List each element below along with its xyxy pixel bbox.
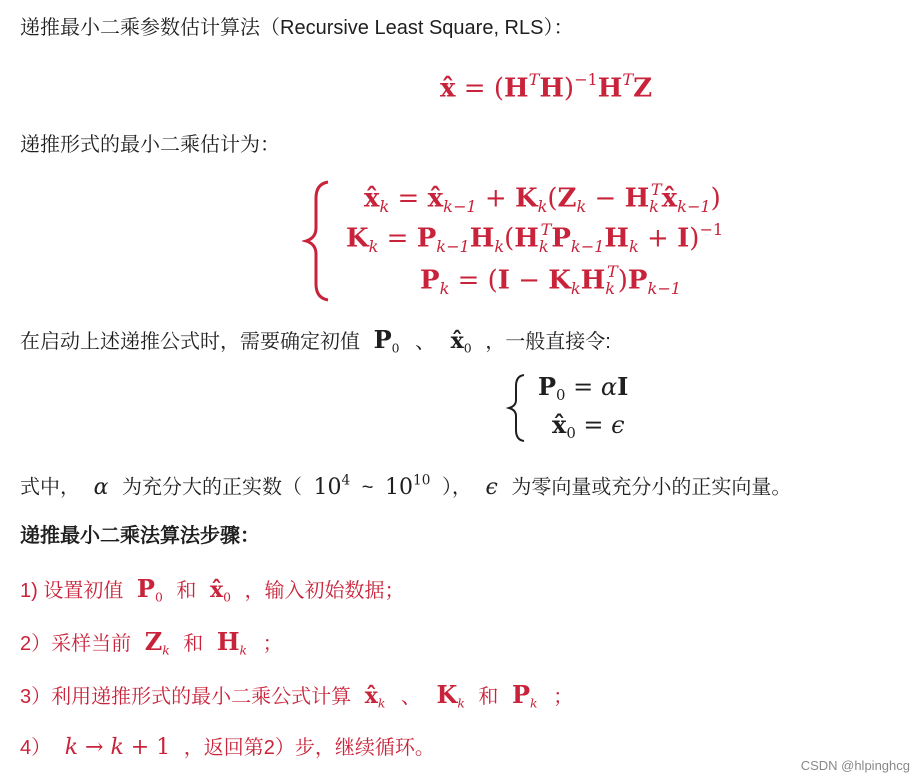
equation-covariance: $P_k = (I - K_kH_k^T)P_{k-1}$ [420,262,681,298]
step3-kk: $K_k$ [436,680,465,711]
step-1 [20,575,405,611]
where-tilde: ~ [361,476,374,499]
step2-hk: $H_k$ [216,627,248,658]
where-text-a: 式中， [20,476,80,499]
brace-icon [302,178,332,304]
step2-text-a: 2）采样当前 [20,633,132,655]
where-text-d: 为零向量或充分小的正实向量。 [511,476,792,499]
init-text-b: ，一般直接令: [485,331,611,353]
equation-p0: $P_0 = \alpha I$ [538,372,629,405]
equation-gain: $K_k = P_{k-1}H_k(H_k^TP_{k-1}H_k + I)^{-1}$ [346,220,724,256]
init-line [20,326,611,362]
step3-text-b: ； [553,686,574,708]
step-3 [20,681,573,717]
init-sep: 、 [415,331,436,353]
step-2 [20,628,283,664]
step3-and: 和 [478,686,499,708]
equation-x0: $x̂_0 = \epsilon$ [552,410,625,443]
step2-text-b: ； [262,633,283,655]
step4-text-a: 4） [20,737,52,759]
step3-text-a: 3）利用递推形式的最小二乘公式计算 [20,686,352,708]
step4-text-b: ，返回第2）步，继续循环。 [183,737,435,759]
step1-and: 和 [176,580,197,602]
step1-p0: $P_0$ [136,574,163,605]
small-brace-icon [506,372,528,444]
step2-zk: $Z_k$ [144,627,170,658]
step1-x0: $x̂_0$ [209,577,231,605]
step1-text-b: ，输入初始数据； [244,580,405,602]
ls-formula: x̂ = $(H^TH)^{-1}H^TZ$ [440,70,653,104]
equation-xhat: $x̂_k$ = $x̂_{k-1} + K_k(Z_k$ − $H_k^Tx̂_{k-1}$) [364,180,721,216]
where-text-c: ）， [441,476,472,499]
step-4 [20,734,435,762]
x0-symbol: $x̂_0$ [450,328,472,356]
step4-increment: k → k + 1 [64,735,171,760]
step3-xk: $x̂_k$ [364,683,386,711]
range-high: $10^{10}$ [385,472,431,500]
alpha-symbol: α [93,474,109,500]
recursive-form-text: 递推形式的最小二乘估计为： [20,134,280,156]
step3-pk: $P_k$ [511,680,538,711]
step2-and: 和 [183,633,204,655]
step1-text-a: 1) 设置初值 [20,580,124,602]
intro-text: 递推最小二乘参数估计算法（Recursive Least Square, RLS）： [20,17,574,39]
init-text-a: 在启动上述递推公式时，需要确定初值 [20,331,360,353]
p0-symbol: $P_0$ [373,325,400,356]
watermark: CSDN @hlpinghcg [800,758,910,773]
where-line [20,466,791,502]
step3-sep: 、 [400,686,421,708]
steps-title: 递推最小二乘法算法步骤： [20,525,260,547]
range-low: $10^4$ [313,472,351,500]
where-text-b: 为充分大的正实数（ [121,476,302,499]
epsilon-symbol: ϵ [485,474,498,500]
